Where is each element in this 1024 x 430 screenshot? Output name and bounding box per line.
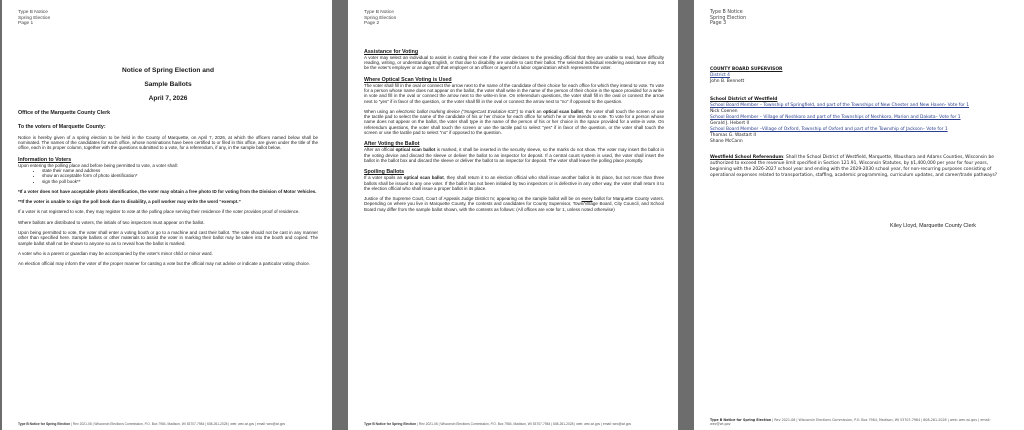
list-item: • state their name and address — [42, 168, 318, 173]
contest-office: School Board Member – Township of Springfield, and part of the Townships of New Chester and New Haven- Vote for 1 — [710, 102, 970, 108]
candidate: Thomas G. Wastart II — [710, 132, 756, 138]
referendum-title: Westfield School Referendum — [710, 154, 784, 160]
official-paragraph: An election official may inform the voter of the proper manner for casting a vote but the official may not advise or indicate a particular voting choice. — [18, 261, 310, 267]
inspectors-paragraph: Where ballots are distributed to voters, the initials of two inspectors must appear on the ballot. — [18, 219, 205, 225]
county-board-heading: COUNTY BOARD SUPERVISOR — [710, 66, 783, 72]
register-paragraph: If a voter is not registered to vote, they may register to vote at the polling place serving their residence if the voter provides proof of residence. — [18, 209, 300, 215]
contest-office: School Board Member –Village of Oxford, Township of Oxford and part of the Township of Jackson– Vote for 1 — [710, 126, 948, 132]
candidate: Nick Coenen — [710, 108, 738, 114]
page-3 — [694, 0, 1024, 430]
parent-paragraph: A voter who is a parent or guardian may be accompanied by the voter's minor child or minor ward. — [18, 250, 213, 256]
page-footer: Type B Notice for Spring Election | Rev 2021-06 | Wisconsin Elections Commission, P.O. Box 7984, Madison, WI 53707-7984 | 608-261-2028 | web: wec.wi.gov | email: wec@wi.gov — [710, 417, 991, 426]
school-district-heading: School District of Westfield — [710, 96, 778, 102]
page-header: Type B Notice Spring Election Page 1 — [18, 10, 51, 27]
clerk-signature: Kiley Lloyd, Marquette County Clerk — [890, 222, 976, 229]
exempt-note: **If the voter is unable to sign the poll book due to disability, a poll worker may write the word “exempt.” — [18, 199, 241, 205]
candidate: Shane McCann — [710, 138, 743, 144]
intro-paragraph: Notice is hereby given of a spring election to be held in the County of Marquette, on April 7, 2026, at which the officers named below shall be nominated. The names of the candidates for each office, whose nominations have been certified to or filed in this office, are given under the title of the office, each in its proper column, together with the questions submitted to a vote, for a referendum, if any, in the sample ballot below. — [18, 134, 318, 151]
info-heading: Information to Voters — [18, 156, 72, 163]
photo-id-note: *If a voter does not have acceptable photo identification, the voter may obtain a free photo ID for voting from the Division of Motor Vehicles. — [18, 188, 317, 194]
spoiling-heading: Spoiling Ballots — [364, 169, 405, 176]
list-item: • sign the poll book** — [42, 179, 318, 184]
notice-title: Notice of Spring Election and — [122, 66, 214, 74]
contest-office: School Board Member – Village of Neshkoro and part of the Townships of Neshkoro, Marion and Dakota– Vote for 1 — [710, 114, 961, 120]
after-voting-heading: After Voting the Ballot — [364, 141, 420, 148]
spoiling-paragraph: If a voter spoils an optical scan ballot, they shall return it to an election official who shall issue another ballot in its place, but not more than three ballots shall be issued to any one voter. If the ballot has not been initialed by two inspectors or is defective in any other way, the voter shall return it to the election official who shall issue a proper ballot in its place. — [364, 175, 664, 191]
page-2 — [348, 0, 678, 430]
page-header: Type B Notice Spring Election Page 2 — [364, 10, 397, 27]
referendum-paragraph: Westfield School Referendum: Shall the School District of Westfield, Marquette, Waushara and Adams Counties, Wisconsin be authorized to exceed the revenue limit specified in Section 121.91, Wisconsin Statutes, by $1,400,000 per year for four years, beginning with the 2026-2027 school year and ending with the 2029-2030 school year, for non-recurring purposes consisting of operational expenses related to transportation, staffing, academic programming, curriculum updates, and career/trade pathways? — [710, 154, 998, 178]
info-text: Upon entering the polling place and before being permitted to vote, a voter shall: — [18, 162, 178, 168]
booth-paragraph: Upon being permitted to vote, the voter shall enter a voting booth or go to a machine and cast their ballot. The vote should not be cast in any manner other than specified here. Sample ballots or other materials to assist the voter in marking their ballot may be taken into the booth and copied. The sample ballot shall not be shown to anyone so as to reveal how the ballot is marked. — [18, 230, 318, 246]
page-footer: Type B Notice for Spring Election | Rev 2021-06 | Wisconsin Elections Commission, P.O. Box 7984, Madison, WI 53707-7984 | 608-261-2028 | web: wec.wi.gov | email: wec@wi.gov — [18, 421, 286, 426]
assist-paragraph: A voter may select an individual to assist in casting their vote if the voter declares to the presiding official that they are unable to read, have difficulty reading, writing, or understanding English, or that due to disability are unable to cast their ballot. The selected individual rendering assistance may not be the voter's employer or an agent of that employer or an officer or agent of a labor organization which represents the voter. — [364, 54, 664, 71]
page-header: Type B Notice Spring Election Page 3 — [710, 10, 747, 27]
candidate: Gerald J. Hebert II — [710, 120, 750, 126]
optical-heading: Where Optical Scan Voting is Used — [364, 76, 452, 83]
after-voting-paragraph: After an official optical scan ballot is marked, it shall be inserted in the security sleeve, so the marks do not show. The voter may insert the ballot in the voting device and discard the sleeve or deliver the ballot to an inspector for deposit. If a central count system is used, the voter shall insert the ballot in the ballot box and discard the sleeve or deliver the ballot to an inspector for deposit. The voter shall leave the polling place promptly. — [364, 147, 664, 163]
voter-steps-list — [18, 168, 318, 184]
list-item: • show an acceptable form of photo identification* — [42, 173, 318, 178]
optical-paragraph: The voter shall fill in the oval or connect the arrow next to the name of the candidate of their choice for each office for which they intend to vote. To vote for a person whose name does not appear on the ballot, the voter shall write in the name of the person of their choice in the space provided for a write-in vote and fill in the oval or connect the arrow next to the write-in line. On referendum questions, the voter shall fill in the oval or connect the arrow next to “yes” if in favor of the question, or the voter shall fill in the oval or connect the arrow next to “no” if opposed to the question. — [364, 82, 665, 104]
office-heading: Office of the Marquette County Clerk — [18, 109, 111, 116]
page-footer: Type B Notice for Spring Election | Rev 2021-06 | Wisconsin Elections Commission, P.O. Box 7984, Madison, WI 53707-7984 | 608-261-2028 | web: wec.wi.gov | email: wec@wi.gov — [364, 421, 632, 426]
supervisor-candidate: John B. Bennett — [710, 78, 745, 84]
election-date: April 7, 2026 — [148, 94, 188, 102]
assist-heading: Assistance for Voting — [364, 48, 419, 55]
page-1 — [2, 0, 332, 430]
justice-paragraph: Justice of the Supreme Court, Court of Appeals Judge District IV, appearing on the sample ballot will be on every ballot for Marquette County voters. Depending on where you live in Marquette County, the contests and candidates for County Supervisor, Town/Village Board, City Council, and School Board may differ from the sample ballot shown, with the contests as follows: (All offices are vote for 1, unless noted otherwise) — [364, 196, 664, 212]
salutation: To the voters of Marquette County: — [18, 123, 106, 130]
district-label: District 4 — [710, 72, 730, 78]
notice-subtitle: Sample Ballots — [144, 80, 192, 88]
device-paragraph: When using an electronic ballot marking device (“ImageCast Evolution-ICE”) to mark an optical scan ballot, the voter shall touch the screen or use the tactile pad to select the name of the candidate of his or her choice for each office for which he or she intends to vote. To vote for a person whose name does not appear on the ballot, the voter shall type in the name of the person of his or her choice in the space provided for a write-in vote. On referendum questions, the voter shall touch the screen or use the tactile pad to select “yes” if in favor of the question, or the voter shall touch the screen or use the tactile pad to select “no” if opposed to the question. — [364, 108, 665, 136]
